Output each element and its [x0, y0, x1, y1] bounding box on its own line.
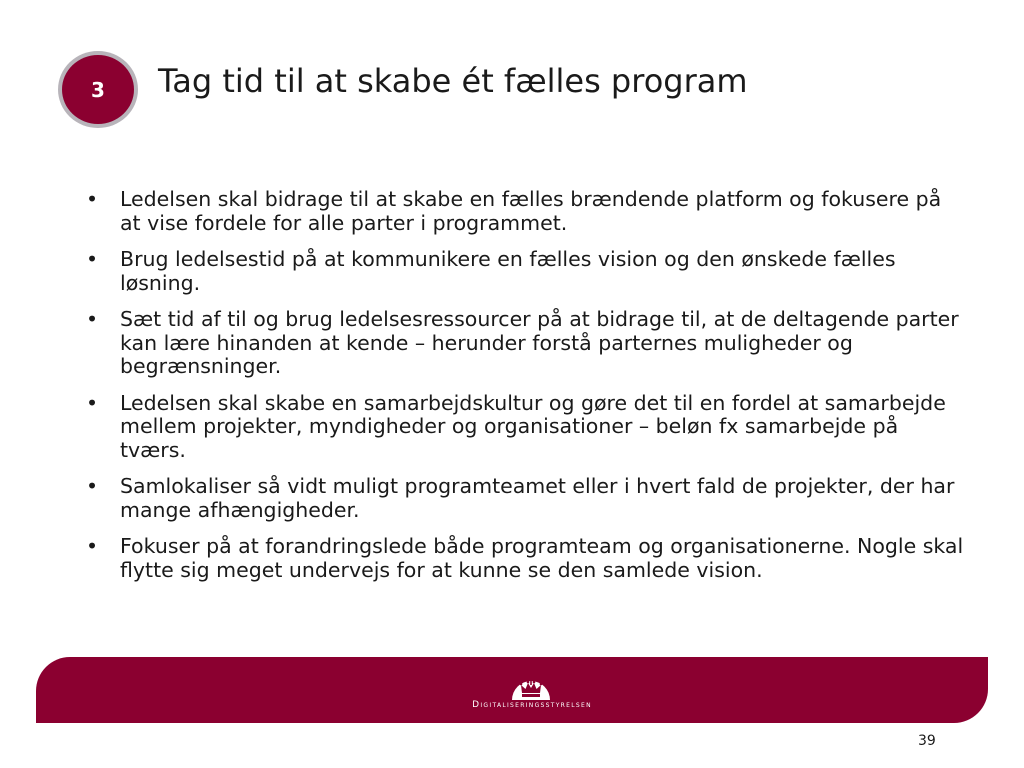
- bullet-text: Fokuser på at forandringslede både programteam og organisationerne. Nogle skal flytte sig meget undervejs for at kunne se den samlede vision.: [120, 534, 964, 582]
- bullet-item: [84, 248, 964, 295]
- bullet-item: [84, 188, 964, 235]
- bullet-marker: •: [86, 187, 99, 211]
- slide-title: Tag tid til at skabe ét fælles program: [158, 62, 748, 100]
- bullet-marker: •: [86, 307, 99, 331]
- bullet-marker: •: [86, 474, 99, 498]
- logo-wordmark: Digitaliseringsstyrelsen: [472, 700, 592, 710]
- bullet-text: Brug ledelsestid på at kommunikere en fælles vision og den ønskede fælles løsning.: [120, 247, 896, 295]
- bullet-text: Ledelsen skal bidrage til at skabe en fælles brændende platform og fokusere på at vise fordele for alle parter i programmet.: [120, 187, 942, 235]
- agency-logo: [440, 672, 624, 716]
- bullet-marker: •: [86, 247, 99, 271]
- section-number: 3: [91, 77, 105, 102]
- badge-circle: [62, 55, 134, 124]
- bullet-text: Samlokaliser så vidt muligt programteamet eller i hvert fald de projekter, der har mange afhængigheder.: [120, 474, 955, 522]
- bullet-list: [84, 188, 964, 595]
- bullet-item: [84, 475, 964, 522]
- bullet-marker: •: [86, 534, 99, 558]
- page-number: 39: [918, 733, 936, 749]
- bullet-marker: •: [86, 390, 99, 415]
- bullet-item: [84, 392, 964, 463]
- section-number-badge: [58, 51, 138, 128]
- bullet-text: Ledelsen skal skabe en samarbejdskultur og gøre det til en fordel at samarbejde mellem projekter, myndigheder og organisationer – beløn fx samarbejde på tværs.: [120, 390, 946, 462]
- crown-icon: [511, 672, 551, 700]
- bullet-text: Sæt tid af til og brug ledelsesressourcer på at bidrage til, at de deltagende parter kan lære hinanden at kende – herunder forstå parternes muligheder og begrænsninger.: [120, 307, 959, 378]
- bullet-item: [84, 308, 964, 379]
- bullet-item: [84, 535, 964, 582]
